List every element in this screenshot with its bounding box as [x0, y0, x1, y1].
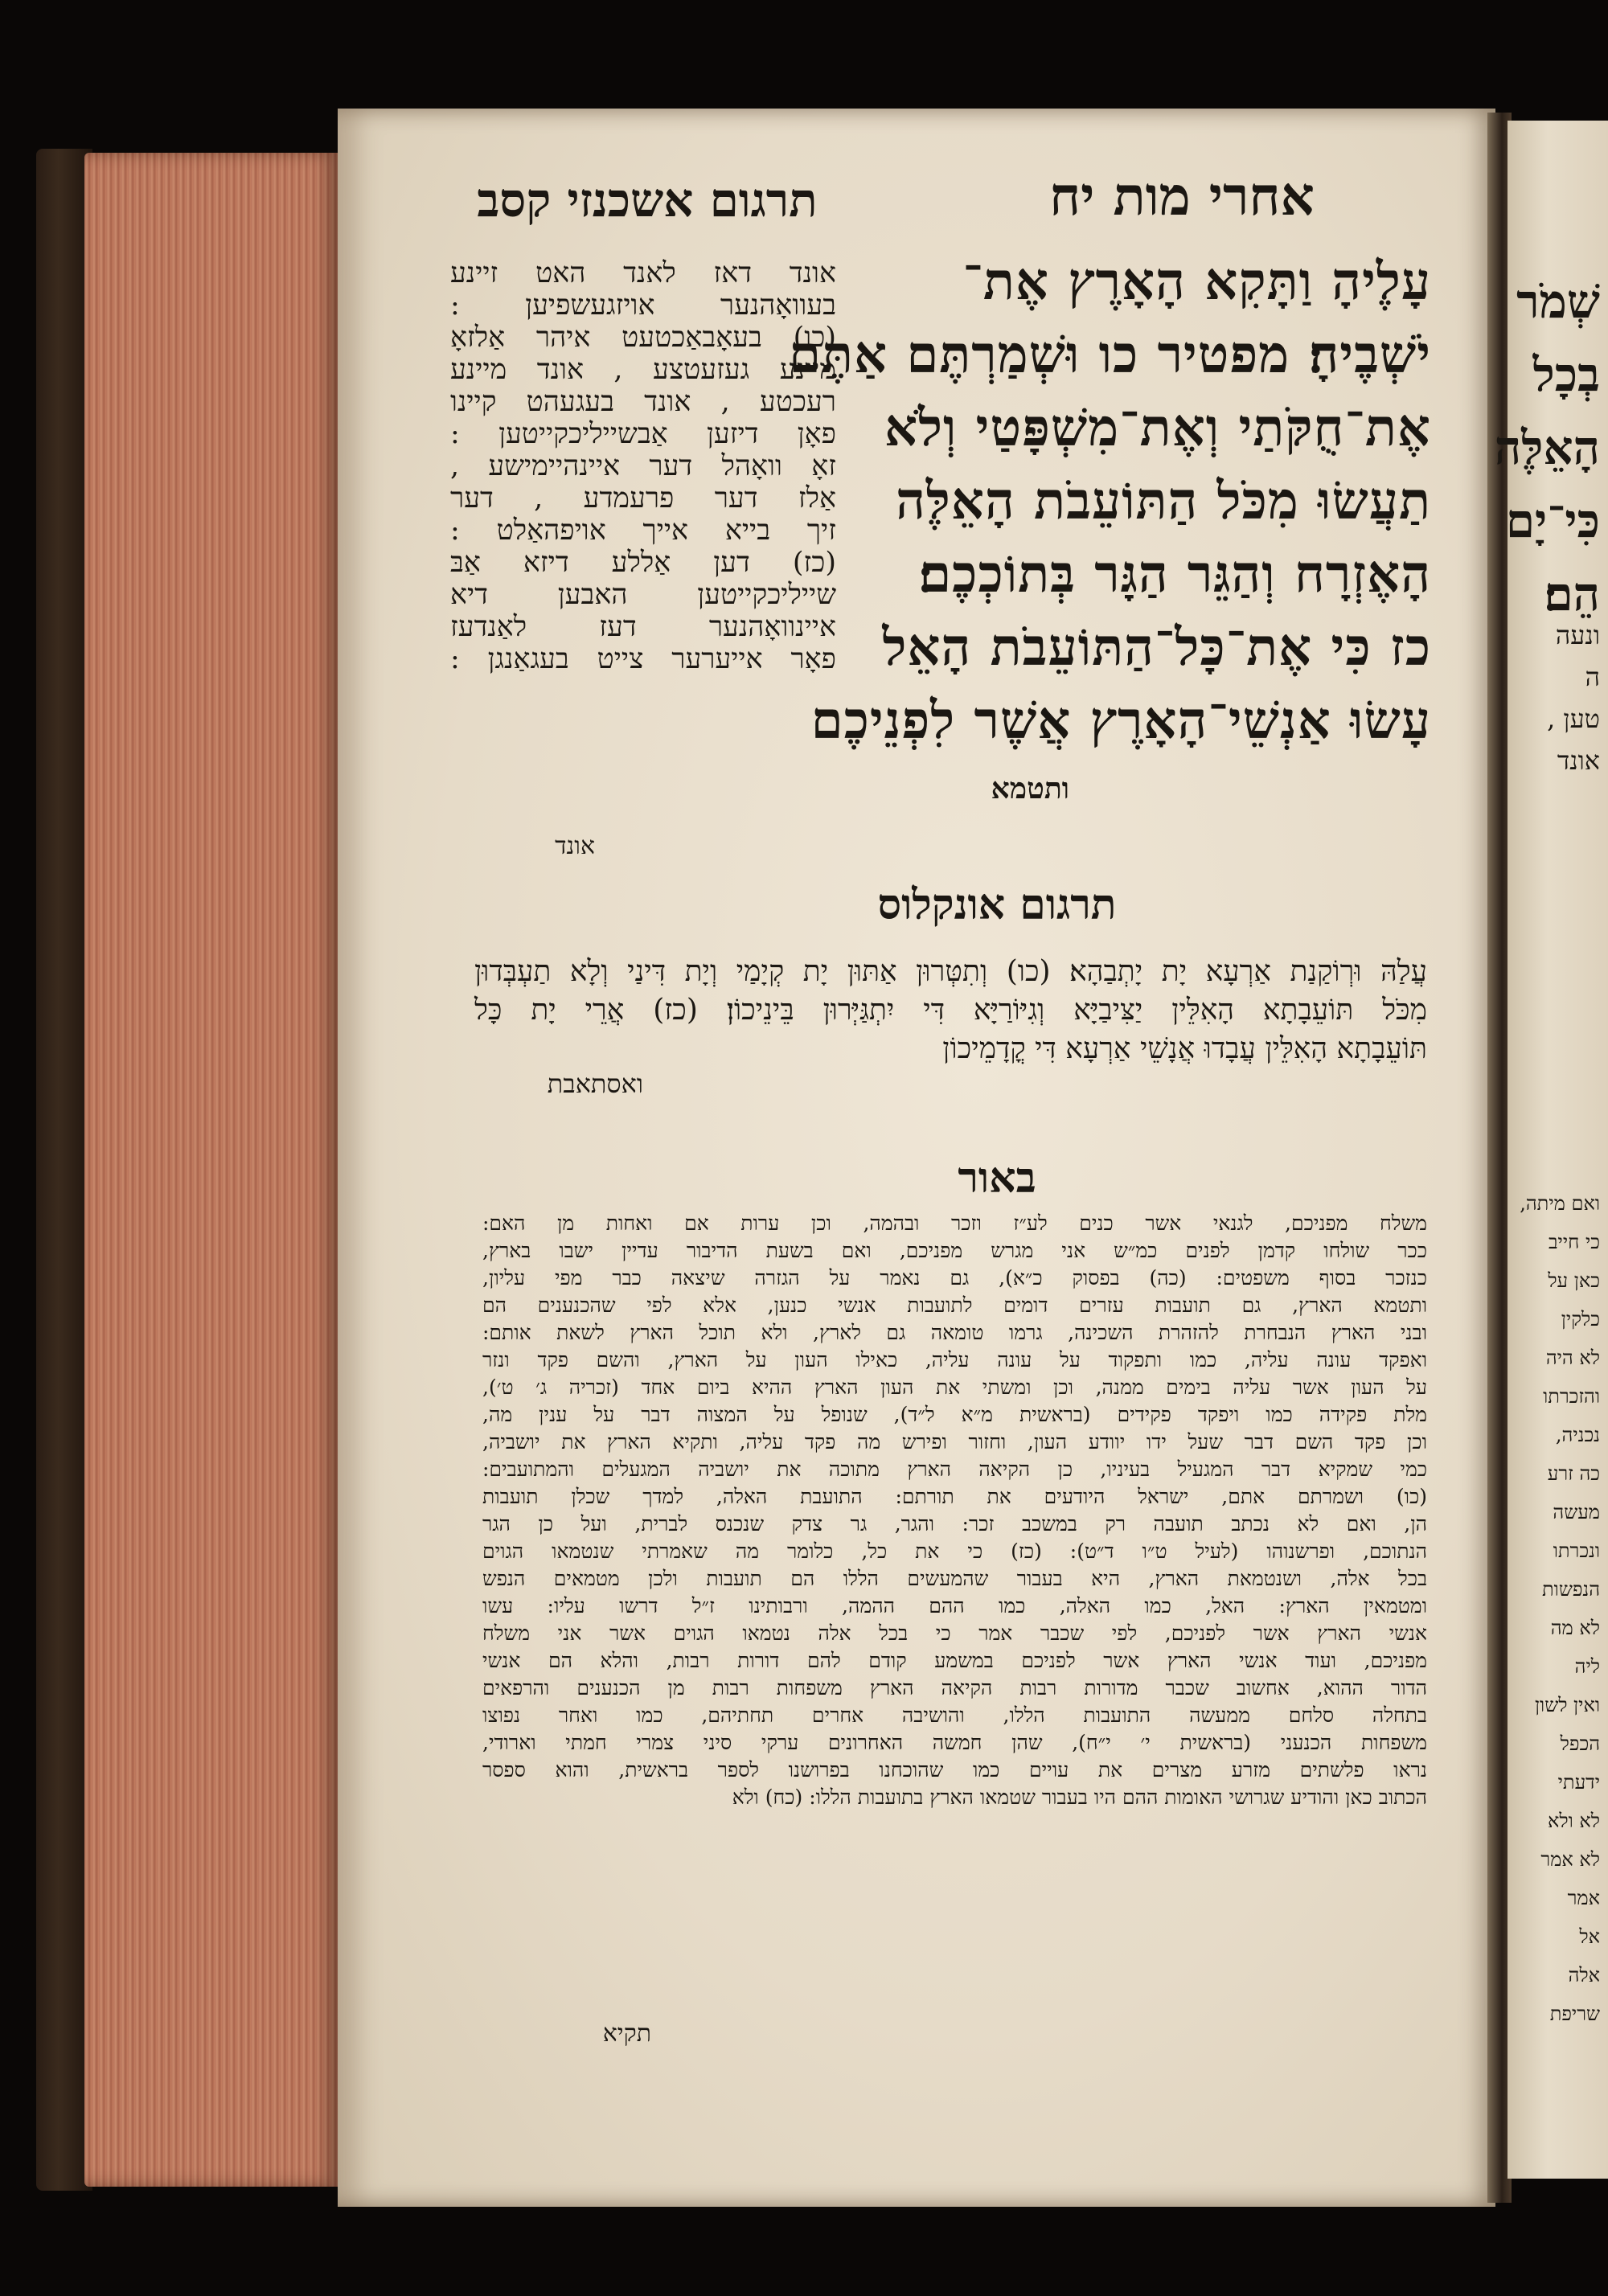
commentary-line: וכן פקד השם דבר שעל ידו יוודע העון, וחזור ופירש מה פקד עליה, ותקיא הארץ את יושביה, [482, 1430, 1427, 1453]
commentary-line: מלת פקידה כמו ויפקד פקידים (בראשית מ״א ל״ד), שנופל על המצוה דבר על ענין מה, [482, 1403, 1427, 1426]
next-page-line: והזכרתו [1543, 1385, 1600, 1408]
commentary-line: ככר שולחו קדמן לפנים כמ״ש אני מגרש מפניכם, ואם בשעת הדיבור עדיין ישבו בארץ, [482, 1239, 1427, 1262]
commentary-line: ואפקד עונה עליה, כמו ותפקוד על עונה עליה, כאילו העון על הארץ, והשם פקד ונזר [482, 1348, 1427, 1371]
biur-catchword: תקיא [602, 2019, 651, 2048]
commentary-line: ותטמא הארץ, גם תועבות עזרים דומים לתועבות אנשי כנען, אלא לפי שהכנענים הם [482, 1294, 1427, 1317]
translation-line: רעכטע , אונד בעגעהט קיינו [450, 386, 836, 418]
next-page-line: טען , [1547, 703, 1600, 734]
translation-line: בעוואָהנער אויזגעשפיען : [450, 289, 836, 322]
next-page-line: ליה [1574, 1655, 1600, 1678]
next-page-line: לא היה [1545, 1347, 1600, 1369]
next-page-line: שריפת [1549, 2003, 1600, 2025]
commentary-line: הדור ההוא, אחשוב שכבר מדורות רבות הקיאה הארץ משפחות רבות מן הכנענים והרפאים [482, 1676, 1427, 1699]
next-page-line: בְכָל [1532, 347, 1600, 402]
onkelos-catchword: ואסתאבת [547, 1068, 643, 1099]
next-page-line: כלקין [1561, 1308, 1600, 1330]
translation-line: (כו) בעאָבאַכטעט איהר אַלזאָ [450, 322, 836, 354]
onkelos-text-block [474, 953, 1427, 1068]
onkelos-line: מִכֹּל תּוֹעֵבָתָא הָאִלֵּין יַצִּיבַיָּא וְגִיּוֹרַיָּא דִּי יִתְגַּיְּרוּן בֵּינֵיכוֹן׃ (כז) אֲרֵי יָת כָּל [474, 994, 1427, 1027]
ashkenazi-translation-block [450, 257, 836, 675]
next-page-line: נכניה, [1555, 1424, 1600, 1446]
translation-line: אונד דאז לאנד האט זיינע [450, 257, 836, 289]
next-page-line: הנפשות [1542, 1578, 1600, 1601]
commentary-line: (כו) ושמרתם אתם, ישראל היודעים את תורתם: התועבת האלה, למדך שכלן תועבות [482, 1485, 1427, 1508]
next-page-line: כי חייב [1548, 1231, 1600, 1253]
next-page-line: הכפל [1560, 1732, 1600, 1755]
next-page-line: כאן על [1548, 1269, 1600, 1292]
torah-text-block [788, 245, 1431, 757]
page-edges [84, 153, 338, 2187]
next-page-line: ונכרתו [1553, 1540, 1600, 1562]
next-page-line: מעשה [1553, 1501, 1600, 1523]
translation-catchword: אונד [555, 832, 595, 860]
onkelos-heading: תרגום אונקלוס [877, 880, 1117, 929]
next-page-line: כִּי־יָם [1505, 494, 1600, 548]
next-page-line: אונד [1557, 745, 1600, 776]
next-page-line: ואין לשון [1534, 1694, 1600, 1716]
next-page-line: הָאֵלֶּה [1494, 420, 1600, 475]
translation-line: מיינע געזעטצע , אונד מיינע [450, 354, 836, 386]
commentary-line: משפחות הכנעני (בראשית י׳ י״ח), שהן חמשה האחרונים ערקי סיני צמרי חמתי וארודי, [482, 1731, 1427, 1754]
translation-line: שייליכקייטען האבען דיא [450, 579, 836, 611]
translation-line: זאָ וואָהל דער איינהיימישע , [450, 450, 836, 482]
commentary-line: על העון אשר עליה בימים ממנה, וכן ומשתי את העון הארץ ההיא ביום אחד (זכריה ג׳ ט׳), [482, 1376, 1427, 1399]
translation-line: איינוואָהנער דעז לאַנדעז [450, 611, 836, 643]
torah-line: כז כִּי אֶת־כָּל־הַתּוֹעֵבֹת הָאֵל [882, 617, 1431, 678]
onkelos-line: תּוֹעֵבָתָא הָאִלֵּין עֲבָדוּ אֲנָשֵׁי אַרְעָא דִּי קֳדָמֵיכוֹן [942, 1032, 1427, 1065]
commentary-line: ובני הארץ הנבחרת להזהרת השכינה, גרמו טומאה גם לארץ, ולא תוכל הארץ לשאת אותם: [482, 1321, 1427, 1344]
commentary-line: הן, ואם לא נכתב תועבה רק במשכב זכר: והגר, גר צדק שנכנס לברית, ועל כן הגר [482, 1512, 1427, 1535]
next-page-line: לא מה [1550, 1617, 1600, 1639]
translation-line: אַלז דער פרעמדע , דער [450, 482, 836, 515]
next-page-line: לא ולא [1547, 1810, 1600, 1832]
next-page-line: כה זרע [1547, 1462, 1600, 1485]
next-page-line: אל [1579, 1925, 1600, 1948]
commentary-line: ומטמאין הארץ: האל, כמו האלה, כמו ההם ההמה, ורבותינו ז״ל דרשו עליו: עשו [482, 1594, 1427, 1617]
translation-line: פאָר אייערער צייט בעגאַנגן : [450, 643, 836, 675]
torah-catchword: ותטמא [991, 772, 1069, 806]
commentary-line: בכל אלה, ושנטמאת הארץ, היא בעבור שהמעשים הללו הם תועבות ולכן מטמאים הנפש [482, 1567, 1427, 1590]
translation-line: (כז) דען אַללע דיזא אַבּ [450, 547, 836, 579]
next-page-line: שְׁמֹר [1516, 274, 1600, 329]
biur-heading: באור [958, 1154, 1036, 1203]
torah-line: עָלֶיהָ וַתָּקִא הָאָרֶץ אֶת־ [962, 252, 1431, 312]
parsha-heading: אחרי מות יח [1049, 165, 1315, 228]
biur-commentary-block [482, 1210, 1427, 1811]
next-page-fragment [1494, 121, 1608, 2179]
next-page-line: ידעתי [1557, 1771, 1600, 1794]
next-page-line: אמר [1567, 1887, 1600, 1909]
torah-line: אֶת־חֻקֹּתַי וְאֶת־מִשְׁפָּטַי וְלֹא [884, 398, 1431, 458]
next-page-line: לא אמר [1540, 1848, 1600, 1871]
commentary-line: מפניכם, ועוד אנשי הארץ אשר לפניכם במשמע קודם להם דורות רבות, והלא הם אנשי [482, 1649, 1427, 1672]
commentary-line: אנשי הארץ אשר לפניכם, לפי שכבר אמר כי בכל אלה נטמאו הגוים אשר אני משלח [482, 1622, 1427, 1645]
torah-line: יֹשְׁבֶיהָ׃ מפטיר כו וּשְׁמַרְתֶּם אַתֶּם [788, 325, 1431, 385]
next-page-line: הֵם׃ [1544, 567, 1600, 621]
commentary-line: הכתוב כאן והודיע שגרושי האומות ההם היו בעבור שטמאו הארץ בתועבות הללו: (כח) ולא [732, 1786, 1427, 1809]
next-page-line: ואם מיתה, [1520, 1192, 1600, 1215]
next-page-line: אלה [1568, 1964, 1600, 1986]
torah-line: תַעֲשׂוּ מִכֹּל הַתּוֹעֵבֹת הָאֵלֶּה [896, 471, 1431, 531]
torah-line: הָאֶזְרָח וְהַגֵּר הַגָּר בְּתוֹכְכֶם׃ [918, 544, 1431, 605]
commentary-line: נראו פלשתים מזרע מצרים את עויים כמו שהוכחנו בפרושנו לספר בראשית, והוא ספסר [482, 1758, 1427, 1781]
translation-heading: תרגום אשכנזי קסב [477, 173, 818, 228]
commentary-line: הנתוכם, ופרשנוהו (לעיל ט״ו ד״ט): (כז) כי את כל, כלומר מה שאמרתי שנטמאו הגוים [482, 1540, 1427, 1563]
next-page-line: ה [1585, 662, 1600, 692]
torah-line: עָשׂוּ אַנְשֵׁי־הָאָרֶץ אֲשֶׁר לִפְנֵיכֶם [810, 691, 1431, 751]
onkelos-line: עֲלַהּ וּרְוֹקַנַת אַרְעָא יָת יָתְבַהָא׃ (כו) וְתִטְּרוּן אַתּוּן יָת קְיָמַי וְיָת דִּינַי וְלָא תַעְבְּדוּן [474, 955, 1427, 988]
commentary-line: כמי שמקיא דבר המגעיל בעיניו, כן הקיאה הארץ מתוכה את יושביה המגעלים והמתועבים: [482, 1458, 1427, 1481]
commentary-line: משלח מפניכם, לגנאי אשר כנים לע״ז וזכר ובהמה, וכן ערות אם ואחות מן האם: [482, 1212, 1427, 1235]
next-page-line: ונעה [1555, 620, 1600, 650]
translation-line: זיך בייא אייך אויפהאַלט : [450, 515, 836, 547]
commentary-line: כנזכר בסוף משפטים: (כה) בפסוק כ״א), גם נאמר על הגזרה שיצאה כבר מפי עליון, [482, 1266, 1427, 1289]
commentary-line: בתחלה סלחם ממעשה התועבות הללו, והושיבה אחרים תחתיהם, כמו ואחר נפוצו [482, 1704, 1427, 1727]
translation-line: פאָן דיזען אַבשייליכקייטען : [450, 418, 836, 450]
